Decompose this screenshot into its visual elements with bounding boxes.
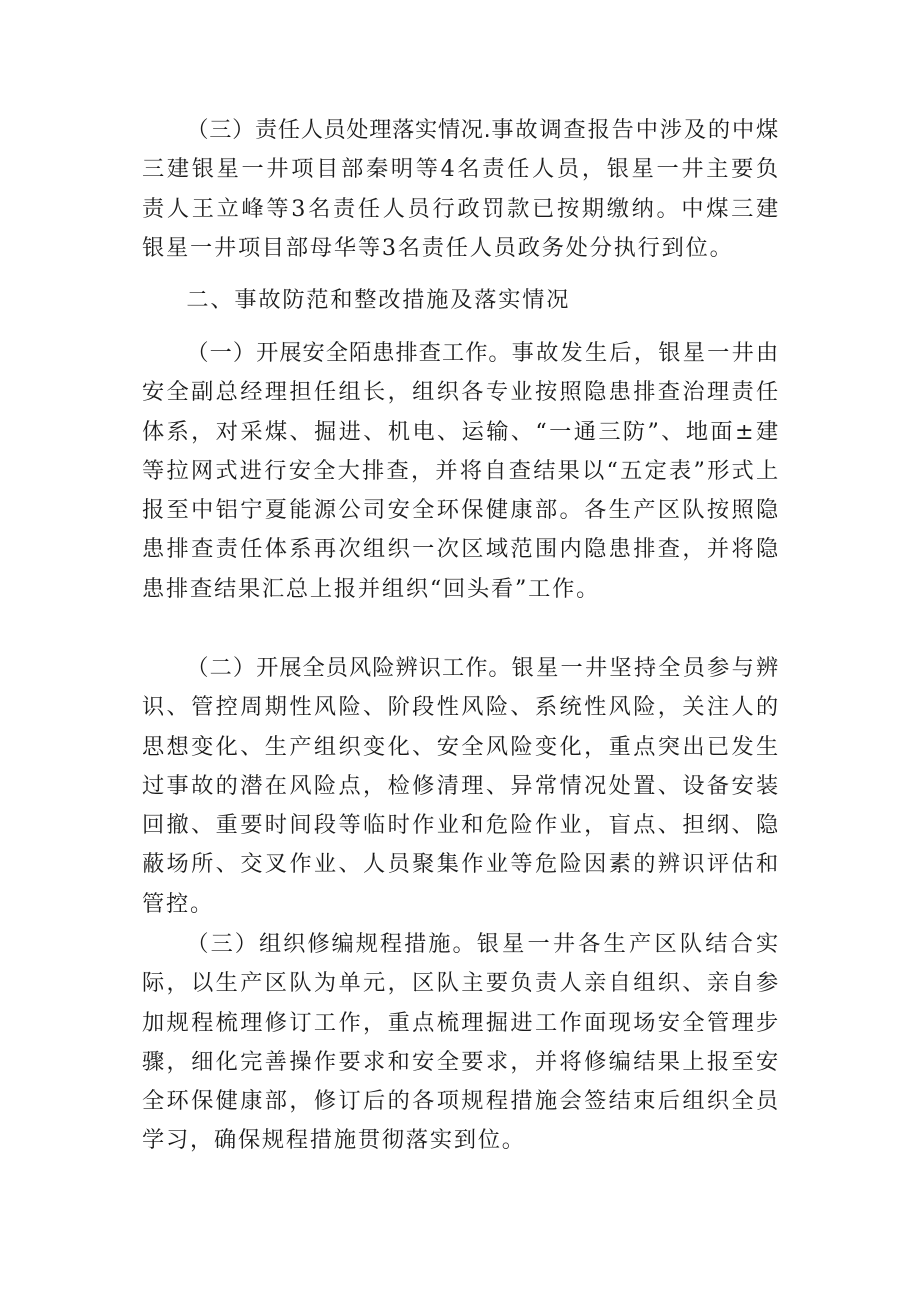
- paragraph-responsibility-handling: [142, 111, 780, 268]
- section-heading-text: 二、事故防范和整改措施及落实情况: [186, 287, 571, 313]
- section-heading-prevention-measures: [142, 281, 780, 320]
- paragraph-hazard-inspection: [142, 334, 780, 609]
- paragraph-body: 事故调查报告中涉及的中煤三建银星一井项目部秦明等4名责任人员，银星一井主要负责人王立峰等3名责任人员行政罚款已按期缴纳。中煤三建银星一井项目部母华等3名责任人员政务处分执行到位。: [142, 117, 780, 261]
- paragraph-lead: （三）责任人员处理落实情况.: [186, 117, 492, 143]
- paragraph-lead: （二）开展全员风险辨识工作。: [186, 655, 512, 681]
- paragraph-body: 事故发生后，银星一井由安全副总经理担任组长，组织各专业按照隐患排查治理责任体系，对采煤、掘进、机电、运输、“一通三防”、地面±建等拉网式进行安全大排查，并将自查结果以“五定表”形式上报至中铝宁夏能源公司安全环保健康部。各生产区队按照隐患排查责任体系再次组织一次区域范围内隐患排查，并将隐患排查结果汇总上报并组织“回头看”工作。: [142, 340, 780, 602]
- paragraph-body: 银星一井坚持全员参与辨识、管控周期性风险、阶段性风险、系统性风险，关注人的思想变化、生产组织变化、安全风险变化，重点突出已发生过事故的潜在风险点，检修清理、异常情况处置、设备安装回撤、重要时间段等临时作业和危险作业，盲点、担纲、隐蔽场所、交叉作业、人员聚集作业等危险因素的辨识评估和管控。: [142, 655, 780, 917]
- paragraph-regulation-revision: [142, 925, 780, 1161]
- paragraph-body: 银星一井各生产区队结合实际，以生产区队为单元，区队主要负责人亲自组织、亲自参加规程梳理修订工作，重点梳理掘进工作面现场安全管理步骤，细化完善操作要求和安全要求，并将修编结果上报至安全环保健康部，修订后的各项规程措施会签结束后组织全员学习，确保规程措施贯彻落实到位。: [142, 931, 780, 1154]
- paragraph-risk-identification: [142, 649, 780, 924]
- paragraph-lead: （一）开展安全陌患排查工作。: [186, 340, 512, 366]
- paragraph-lead: （三）组织修编规程措施。: [186, 931, 477, 957]
